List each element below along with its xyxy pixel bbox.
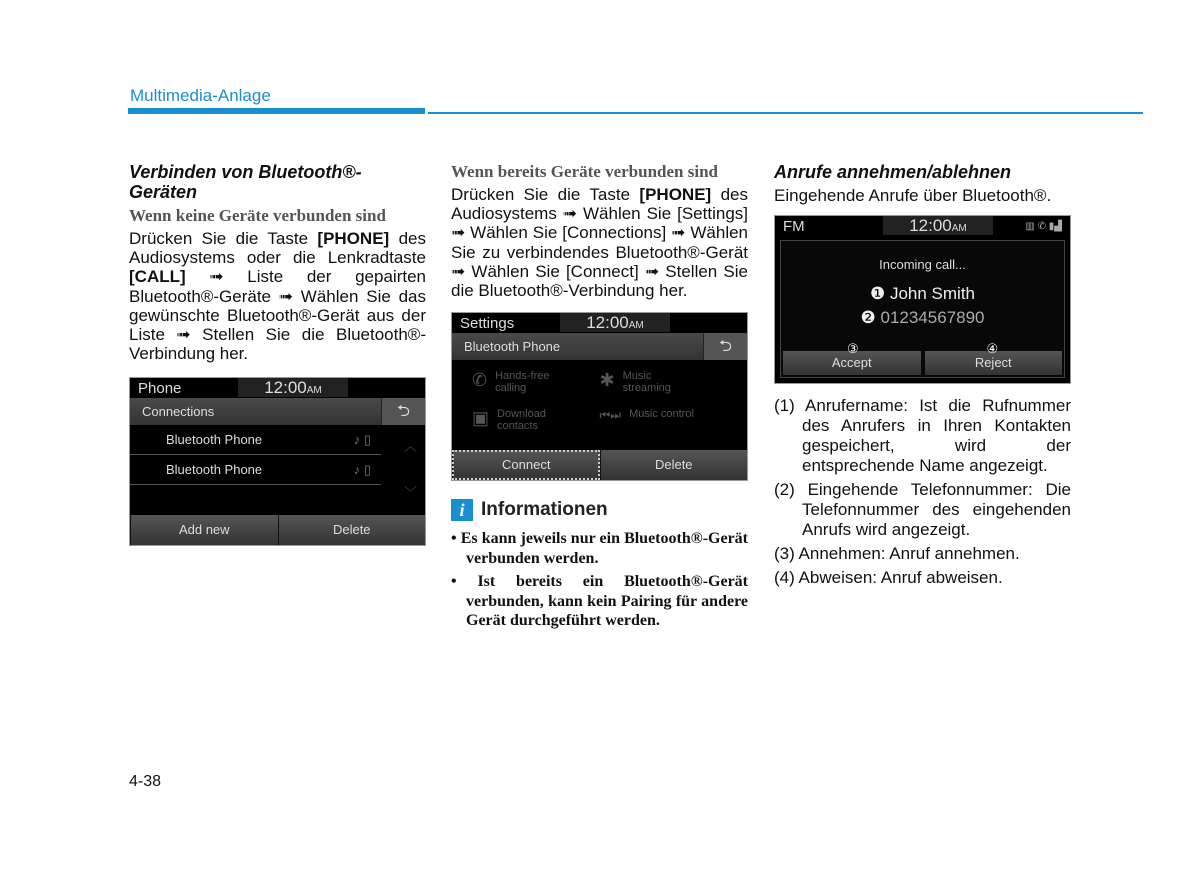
bluetooth-icon: ✱ <box>599 370 615 391</box>
page-number: 4-38 <box>129 773 162 790</box>
section-title: Anrufe annehmen/ablehnen <box>774 162 1012 182</box>
back-icon[interactable]: ⮌ <box>703 333 747 360</box>
info-item: • Es kann jeweils nur ein Bluetooth®-Gerät verbunden werden. <box>451 530 748 567</box>
column-3 <box>774 162 1071 592</box>
bluetooth-settings-screen <box>451 312 748 481</box>
text-segment: ➟ Liste der gepairten Bluetooth®-Geräte ➟ Wählen Sie das gewünschte Bluetooth®-Gerät aus der Liste ➟ Stellen Sie die Bluetooth®-Verbindung her. <box>129 267 426 364</box>
screen-subtitle: Bluetooth Phone <box>464 339 561 355</box>
scroll-up-icon[interactable]: ︿ <box>403 439 417 455</box>
info-heading: i Informationen <box>451 499 748 521</box>
section-header: Multimedia-Anlage <box>130 86 271 105</box>
contacts-icon: ▣ <box>472 408 490 429</box>
phone-connections-screen <box>129 377 426 546</box>
caller-name: ❶ John Smith <box>869 284 976 304</box>
back-icon[interactable]: ⮌ <box>381 398 425 425</box>
text-segment: des Audiosystems oder die Lenkradtaste <box>129 229 426 268</box>
connect-button[interactable]: Connect <box>452 450 600 480</box>
feature-music-streaming: ✱ Music streaming <box>599 370 671 395</box>
feature-download-contacts: ▣ Download contacts <box>472 408 546 433</box>
text-segment: des Audiosystems ➟ Wählen Sie [Settings] ➟ Wählen Sie [Connections] ➟ Wählen Sie zu verbindendes Bluetooth®-Gerät ➟ Wählen Sie [Connect] ➟ Stellen Sie die Bluetooth®-Verbindung her. <box>451 185 748 301</box>
intro: Eingehende Anrufe über Bluetooth®. <box>774 186 1052 205</box>
clock: 12:00AM <box>883 216 993 235</box>
add-new-button[interactable]: Add new <box>130 515 278 545</box>
legend-item: (1) Anrufername: Ist die Rufnummer des Anrufers in Ihren Kontakten gespeichert, wird der entsprechende Name angezeigt. <box>774 396 1071 476</box>
text-segment: Drücken Sie die Taste <box>451 185 640 204</box>
music-phone-icon: ♪ ▯ <box>353 461 371 477</box>
feature-hands-free: ✆ Hands-free calling <box>472 370 550 395</box>
device-item[interactable]: Bluetooth Phone ♪ ▯ <box>130 425 381 455</box>
screen-mode: Phone <box>138 379 182 397</box>
status-icons: ▥ ✆ ▮▟ <box>1025 220 1062 232</box>
key-label: [CALL] <box>129 267 186 287</box>
key-label: [PHONE] <box>317 229 390 248</box>
screen-subtitle: Connections <box>142 404 215 420</box>
accept-button[interactable]: ③ Accept <box>783 351 921 375</box>
clock: 12:00AM <box>238 378 348 397</box>
incoming-call-screen <box>774 215 1071 384</box>
legend-item: (2) Eingehende Telefonnummer: Die Telefonnummer des eingehenden Anrufs wird angezeigt. <box>774 480 1071 540</box>
info-item: • Ist bereits ein Bluetooth®-Gerät verbunden, kann kein Pairing für andere Gerät durchgeführt werden. <box>451 573 748 630</box>
text-segment: Drücken Sie die Taste <box>129 229 318 248</box>
screen-mode: FM <box>783 217 805 235</box>
key-label: [PHONE] <box>639 185 712 204</box>
feature-music-control: ⏮⏭ Music control <box>600 408 728 432</box>
legend-item: (4) Abweisen: Anruf abweisen. <box>774 568 1003 588</box>
info-icon: i <box>451 499 473 521</box>
music-phone-icon: ♪ ▯ <box>353 431 371 447</box>
section-title: Verbinden von Bluetooth®-Geräten <box>129 162 362 202</box>
device-item[interactable]: Bluetooth Phone ♪ ▯ <box>130 455 381 485</box>
column-2 <box>451 162 748 635</box>
legend-item: (3) Annehmen: Anruf annehmen. <box>774 544 1020 564</box>
header-rule <box>428 112 1143 114</box>
column-1 <box>129 162 426 546</box>
subtitle: Wenn bereits Geräte verbunden sind <box>451 162 718 181</box>
instructions <box>129 229 426 363</box>
delete-button[interactable]: Delete <box>278 515 426 545</box>
clock: 12:00AM <box>560 313 670 332</box>
call-status: Incoming call... <box>879 257 966 273</box>
skip-icon: ⏮⏭ <box>599 408 622 423</box>
phone-icon: ✆ <box>472 370 488 391</box>
info-list <box>451 529 748 631</box>
header-bar <box>128 108 425 114</box>
scroll-down-icon[interactable]: ﹀ <box>403 485 417 501</box>
caller-number: ❷ 01234567890 <box>860 308 985 328</box>
screen-mode: Settings <box>460 314 515 332</box>
instructions <box>451 185 748 300</box>
delete-button[interactable]: Delete <box>600 450 748 480</box>
legend-list <box>774 396 1071 588</box>
reject-button[interactable]: ④ Reject <box>925 351 1063 375</box>
subtitle: Wenn keine Geräte verbunden sind <box>129 206 386 225</box>
